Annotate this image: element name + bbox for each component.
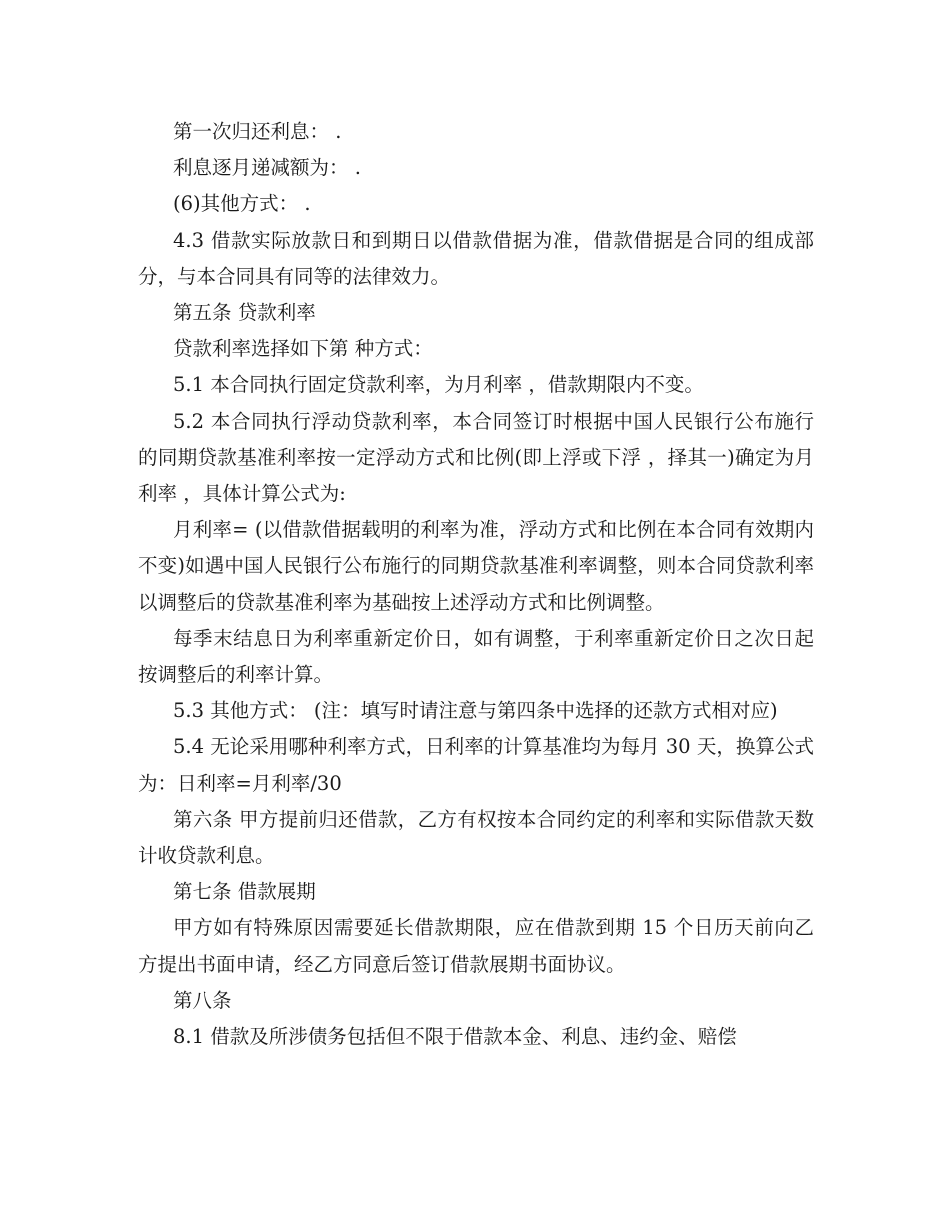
clause-5-4: 5.4 无论采用哪种利率方式，日利率的计算基准均为每月 30 天，换算公式为：日利率=月利率/30	[138, 735, 814, 795]
first-interest-repayment-line: 第一次归还利息： .	[173, 120, 342, 143]
interest-monthly-decrease-line: 利息逐月递减额为： .	[173, 156, 361, 180]
article-6: 第六条 甲方提前归还借款，乙方有权按本合同约定的利率和实际借款天数计收贷款利息。	[138, 807, 814, 868]
clause-5-2: 5.2 本合同执行浮动贷款利率，本合同签订时根据中国人民银行公布施行的同期贷款基准利率按一定浮动方式和比例(即上浮或下浮 ，择其一)确定为月利率 ，具体计算公式为:	[138, 409, 814, 506]
document-body	[138, 114, 814, 1055]
clause-5-1: 5.1 本合同执行固定贷款利率，为月利率 ，借款期限内不变。	[173, 373, 704, 397]
article-7-heading: 第七条 借款展期	[173, 880, 316, 904]
clause-5-3: 5.3 其他方式： (注：填写时请注意与第四条中选择的还款方式相对应)	[173, 699, 778, 723]
rate-choice-line: 贷款利率选择如下第 种方式：	[173, 337, 433, 361]
monthly-rate-formula: 月利率= (以借款借据载明的利率为准，浮动方式和比例在本合同有效期内不变)如遇中国人民银行公布施行的同期贷款基准利率调整，则本合同贷款利率以调整后的贷款基准利率为基础按上述浮动方式和比例调整。	[138, 518, 814, 614]
repricing-date-paragraph: 每季末结息日为利率重新定价日，如有调整，于利率重新定价日之次日起按调整后的利率计算。	[138, 626, 814, 687]
other-method-line: (6)其他方式： .	[173, 192, 311, 216]
article-8-heading: 第八条	[173, 988, 232, 1012]
extension-paragraph: 甲方如有特殊原因需要延长借款期限，应在借款到期 15 个日历天前向乙方提出书面申请，经乙方同意后签订借款展期书面协议。	[138, 916, 814, 976]
article-5-heading: 第五条 贷款利率	[173, 301, 316, 325]
clause-4-3: 4.3 借款实际放款日和到期日以借款借据为准，借款借据是合同的组成部分，与本合同具有同等的法律效力。	[138, 228, 814, 288]
clause-8-1: 8.1 借款及所涉债务包括但不限于借款本金、利息、违约金、赔偿	[173, 1025, 737, 1049]
